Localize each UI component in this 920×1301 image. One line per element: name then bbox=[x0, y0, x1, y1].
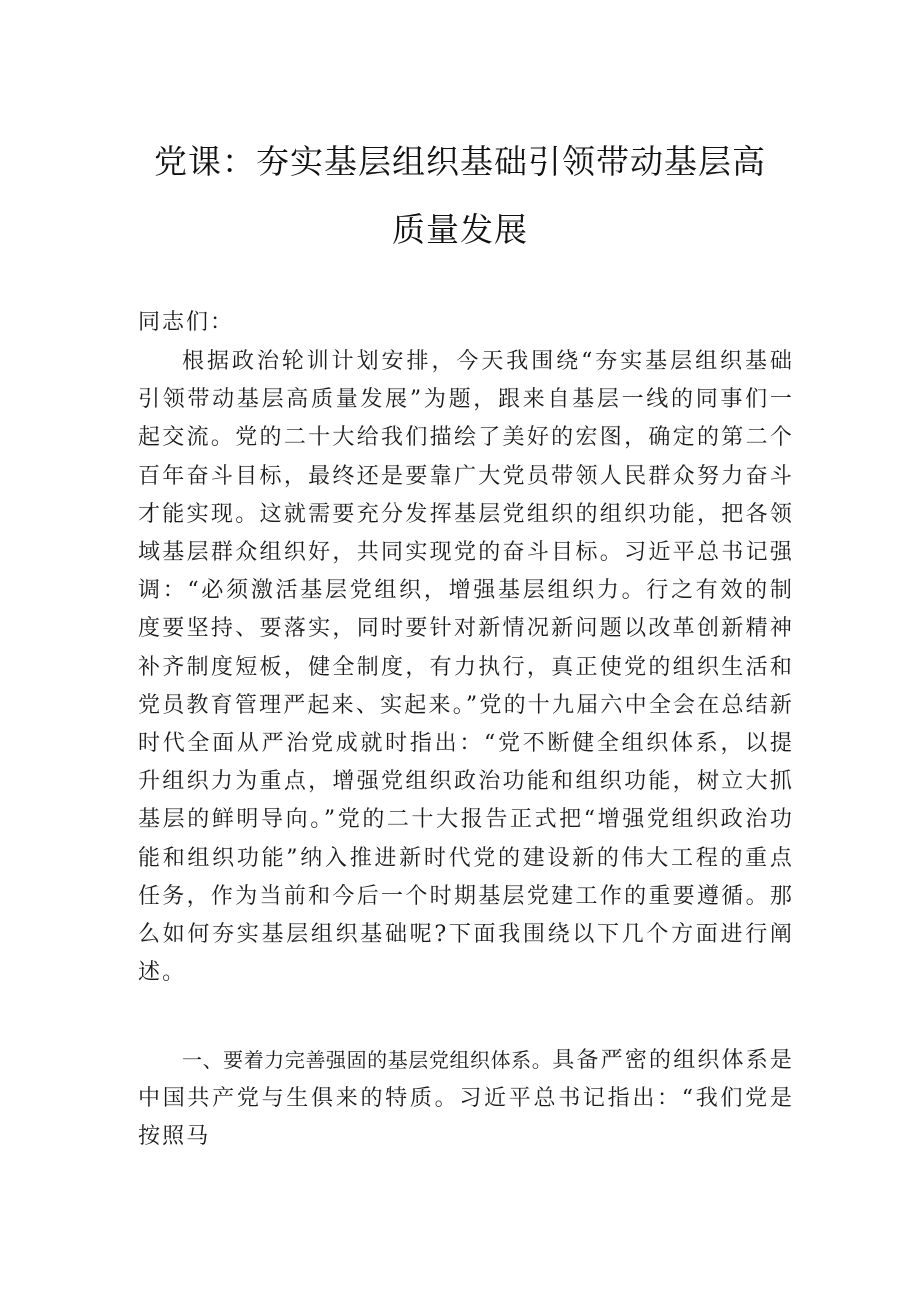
body-paragraph-2 bbox=[138, 1041, 794, 1157]
section-heading-1: 一、要着力完善强固的基层党组织体系。 bbox=[182, 1048, 553, 1072]
document-title-line-2: 质量发展 bbox=[392, 210, 528, 249]
salutation: 同志们： bbox=[138, 310, 235, 335]
section-text-1: 具备严密的组织体系是中国共产党与生俱来的特质。习近平总书记指出：“我们党是按照马 bbox=[138, 1048, 794, 1150]
body-paragraph-1: 根据政治轮训计划安排，今天我围绕“夯实基层组织基础引领带动基层高质量发展”为题，跟来自基层一线的同事们一起交流。党的二十大给我们描绘了美好的宏图，确定的第二个百年奋斗目标，最终还是要靠广大党员带领人民群众努力奋斗才能实现。这就需要充分发挥基层党组织的组织功能，把各领域基层群众组织好，共同实现党的奋斗目标。习近平总书记强调：“必须激活基层党组织，增强基层组织力。行之有效的制度要坚持、要落实，同时要针对新情况新问题以改革创新精神补齐制度短板，健全制度，有力执行，真正使党的组织生活和党员教育管理严起来、实起来。”党的十九届六中全会在总结新时代全面从严治党成就时指出：“党不断健全组织体系，以提升组织力为重点，增强党组织政治功能和组织功能，树立大抓基层的鲜明导向。”党的二十大报告正式把“增强党组织政治功能和组织功能”纳入推进新时代党的建设新的伟大工程的重点任务，作为当前和今后一个时期基层党建工作的重要遵循。那么如何夯实基层组织基础呢?下面我围绕以下几个方面进行阐述。 bbox=[138, 349, 794, 986]
document-title-line-1: 党课：夯实基层组织基础引领带动基层高 bbox=[154, 142, 766, 181]
